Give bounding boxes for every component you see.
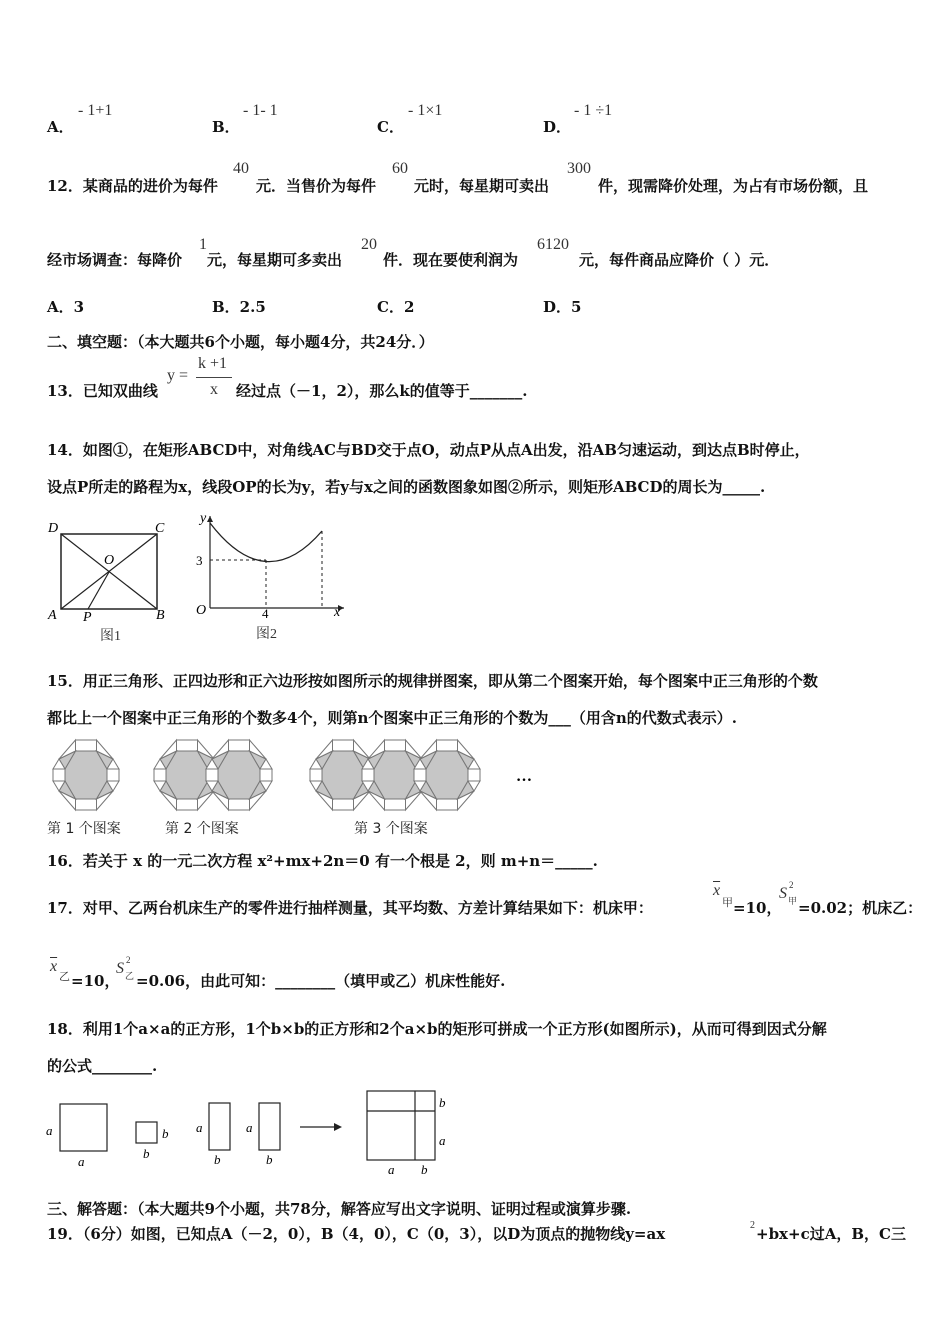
q17-variance-jia-subscript: 甲 (788, 896, 798, 906)
q12-text-2a: 经市场调查：每降价 (47, 251, 183, 269)
pattern-1-caption: 第 1 个图案 (47, 821, 121, 837)
q13-formula-denominator: x (210, 381, 218, 398)
tick-label-3: 3 (196, 553, 203, 568)
q12-num-40: 40 (233, 160, 249, 177)
q13-formula-lhs: y = (167, 367, 189, 384)
q19-exponent: 2 (750, 1220, 755, 1231)
origin-label: O (196, 603, 207, 618)
square-a-bottom-label: a (78, 1154, 85, 1169)
combined-square (367, 1091, 435, 1160)
q17-mean-yi-symbol: $\overline{x}$ (50, 958, 58, 975)
q12-num-6120: 6120 (537, 236, 569, 253)
rect-ab-1 (209, 1103, 230, 1150)
q14-text-1: 14．如图①，在矩形ABCD中，对角线AC与BD交于点O，动点P从点A出发，沿AB匀速运动，到达点B时停止， (47, 441, 810, 459)
rect-1-bottom-label: b (214, 1152, 221, 1167)
q17-variance-yi-sup: 2 (126, 955, 131, 965)
q17-value-4: =0.06，由此可知：________（填甲或乙）机床性能好. (136, 972, 506, 990)
label-a: A (48, 608, 57, 623)
q19-text-1a: 19．（6分）如图，已知点A（－2，0），B（4，0），C（0，3），以D为顶点的抛物线y=ax (47, 1225, 666, 1243)
pattern-3 (310, 740, 480, 810)
q13-text-pre: 13．已知双曲线 (47, 382, 158, 400)
segment-op (88, 572, 109, 609)
q12-num-60: 60 (392, 160, 408, 177)
q12-num-1: 1 (199, 236, 207, 253)
q17-mean-jia-symbol: $\overline{x}$ (713, 882, 721, 899)
q12-option-a: A．3 (47, 298, 85, 316)
q12-text-1b: 元．当售价为每件 (256, 177, 377, 195)
q13-formula-numerator: k +1 (198, 355, 228, 372)
continuation-dots: … (516, 768, 532, 785)
pattern-2-caption: 第 2 个图案 (165, 821, 239, 837)
q17-text-1a: 17．对甲、乙两台机床生产的零件进行抽样测量，其平均数、方差计算结果如下：机床甲： (47, 899, 653, 917)
parabola-curve (210, 523, 322, 562)
rect-2-side-label: a (246, 1120, 253, 1135)
q17-value-2: =0.02；机床乙： (798, 899, 923, 917)
q12-option-c: C．2 (377, 298, 415, 316)
q17-variance-yi-subscript: 乙 (125, 971, 135, 981)
q18-text-1: 18．利用1个a×a的正方形，1个b×b的正方形和2个a×b的矩形可拼成一个正方形(如图所示)，从而可得到因式分解 (47, 1020, 827, 1038)
combined-bottom-right-label: b (421, 1162, 428, 1177)
q14-text-2: 设点P所走的路程为x，线段OP的长为y，若y与x之间的函数图象如图②所示，则矩形ABCD的周长为_____. (47, 478, 766, 496)
q19-text-1b: +bx+c过A，B，C三 (756, 1225, 906, 1243)
q13-fraction-bar (196, 377, 232, 378)
label-p: P (83, 610, 92, 625)
q17-variance-jia-symbol: S (779, 885, 787, 902)
q11-option-b-label: B． (212, 118, 240, 136)
rect-1-side-label: a (196, 1120, 203, 1135)
q16-text: 16．若关于 x 的一元二次方程 x²+mx+2n＝0 有一个根是 2，则 m+n＝_____. (47, 852, 598, 870)
y-axis-label: y (200, 511, 207, 526)
q11-option-a-label: A． (47, 118, 74, 136)
label-d: D (48, 521, 59, 536)
q17-value-1: =10， (733, 899, 782, 917)
q14-figure-2-graph (190, 510, 350, 648)
q11-option-d-expr: - 1 ÷1 (574, 102, 613, 119)
q11-option-a-expr: - 1+1 (78, 102, 113, 119)
q15-text-1: 15．用正三角形、正四边形和正六边形按如图所示的规律拼图案，即从第二个图案开始，每个图案中正三角形的个数 (47, 672, 818, 690)
square-b-side-label: b (162, 1126, 169, 1141)
section-2-heading: 二、填空题：（本大题共6个小题，每小题4分，共24分．） (47, 333, 434, 351)
q12-text-2b: 元，每星期可多卖出 (207, 251, 343, 269)
y-axis-arrow (207, 516, 213, 522)
rect-ab-2 (259, 1103, 280, 1150)
x-axis-label: x (334, 605, 341, 620)
pattern-1 (53, 740, 119, 810)
label-c: C (155, 521, 165, 536)
q17-value-3: =10， (71, 972, 120, 990)
q12-option-b: B．2.5 (212, 298, 266, 316)
q18-text-2: 的公式________. (47, 1057, 158, 1075)
pattern-2 (154, 740, 272, 810)
q17-variance-jia-sup: 2 (789, 880, 794, 890)
q12-text-2c: 件．现在要使利润为 (383, 251, 519, 269)
combined-bottom-left-label: a (388, 1162, 395, 1177)
q12-num-300: 300 (567, 160, 591, 177)
q11-option-c-label: C． (377, 118, 404, 136)
figure-1-caption: 图1 (100, 629, 121, 644)
q15-text-2: 都比上一个图案中正三角形的个数多4个，则第n个图案中正三角形的个数为___（用含n的代数式表示）. (47, 709, 737, 727)
q12-text-1a: 12．某商品的进价为每件 (47, 177, 218, 195)
q11-option-d-label: D． (543, 118, 572, 136)
q11-option-c-expr: - 1×1 (408, 102, 443, 119)
q12-text-2d: 元，每件商品应降价（ ）元． (579, 251, 780, 269)
q11-option-b-expr: - 1- 1 (243, 102, 278, 119)
q18-square-figure (40, 1090, 460, 1180)
label-b: B (156, 608, 165, 623)
section-3-heading: 三、解答题：（本大题共9个小题，共78分，解答应写出文字说明、证明过程或演算步骤. (47, 1200, 632, 1218)
combined-right-bottom-label: a (439, 1133, 446, 1148)
q12-text-1c: 元时，每星期可卖出 (414, 177, 550, 195)
q13-text-post: 经过点（－1，2），那么k的值等于_______. (236, 382, 528, 400)
q12-option-d: D．5 (543, 298, 582, 316)
combined-right-top-label: b (439, 1095, 446, 1110)
q17-variance-yi-symbol: S (116, 960, 124, 977)
square-b (136, 1122, 157, 1143)
q12-num-20: 20 (361, 236, 377, 253)
q12-text-1d: 件，现需降价处理，为占有市场份额，且 (598, 177, 869, 195)
q17-mean-jia-subscript: 甲 (722, 897, 733, 909)
square-b-bottom-label: b (143, 1146, 150, 1161)
figure-2-caption: 图2 (256, 627, 277, 642)
q17-mean-yi-subscript: 乙 (59, 971, 70, 983)
pattern-3-caption: 第 3 个图案 (354, 821, 428, 837)
q14-figure-1-rectangle (40, 512, 180, 647)
square-a (60, 1104, 107, 1151)
arrow-head-icon (334, 1123, 342, 1131)
tick-label-4: 4 (262, 606, 269, 621)
square-a-side-label: a (46, 1123, 53, 1138)
rect-2-bottom-label: b (266, 1152, 273, 1167)
label-o: O (104, 553, 115, 568)
